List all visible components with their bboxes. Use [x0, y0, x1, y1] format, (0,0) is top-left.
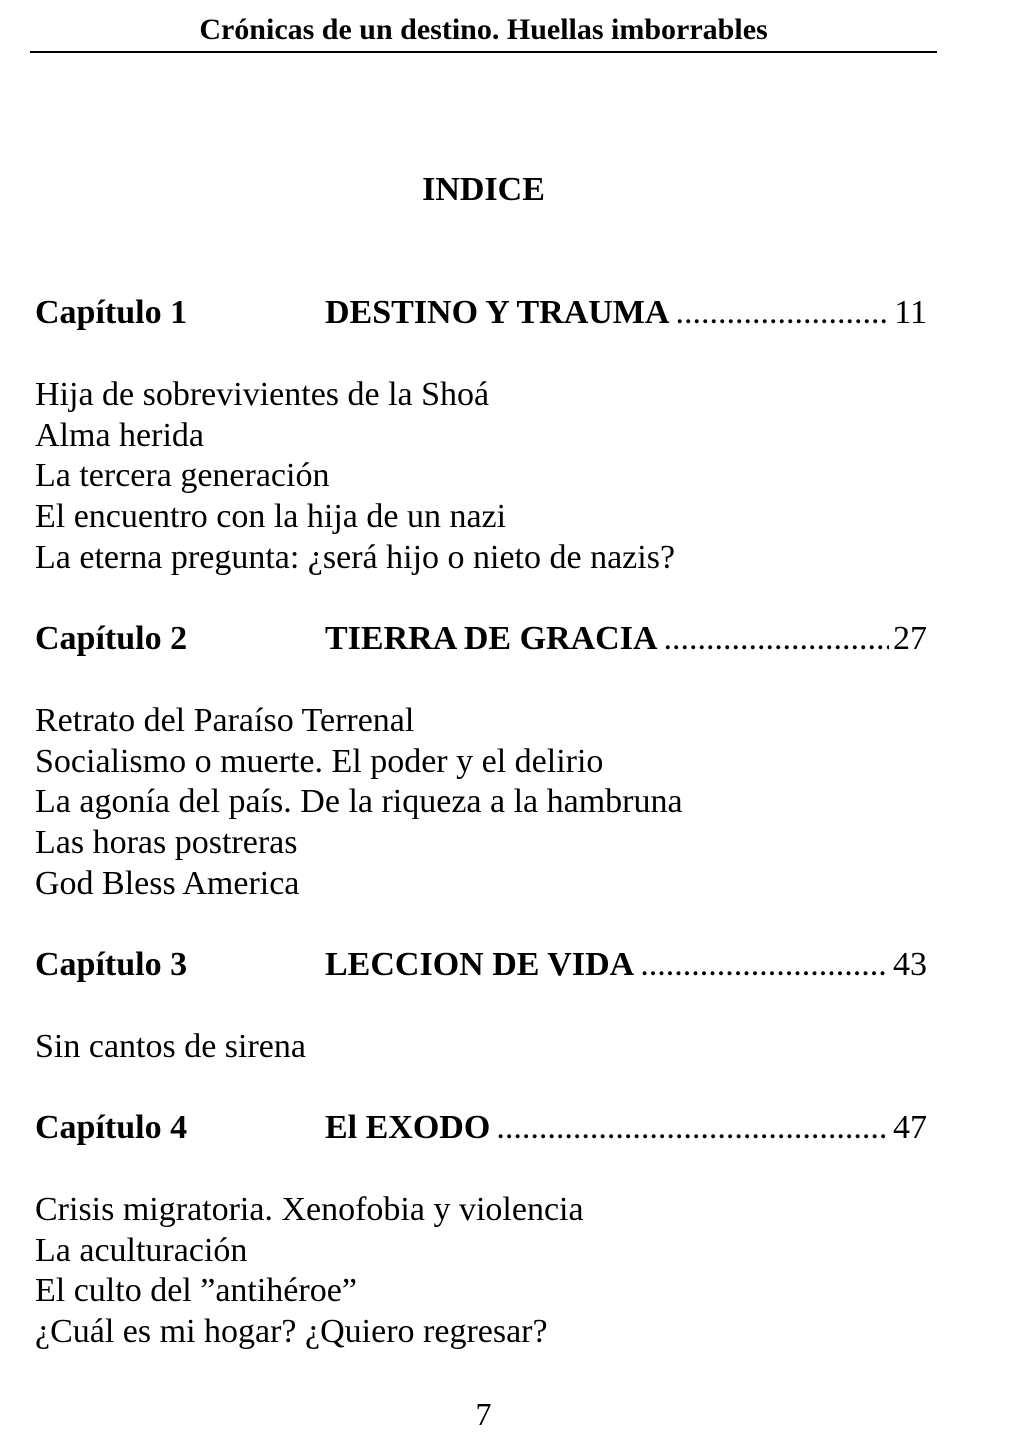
chapter-title: LECCION DE VIDA — [325, 946, 635, 983]
chapter-2-entry[interactable] — [35, 619, 927, 659]
chapter-4-sections — [35, 1190, 584, 1353]
chapter-label: Capítulo 2 — [35, 620, 188, 657]
section-item: Socialismo o muerte. El poder y el delirio — [35, 742, 604, 780]
section-item: Las horas postreras — [35, 824, 298, 862]
running-header: Crónicas de un destino. Huellas imborrables — [199, 13, 768, 46]
chapter-page-ref: 47 — [893, 1109, 927, 1146]
chapter-3-sections — [35, 1027, 306, 1068]
chapter-page-ref: 11 — [894, 294, 927, 331]
chapter-page-ref: 27 — [893, 620, 927, 657]
section-item: Sin cantos de sirena — [35, 1028, 306, 1065]
chapter-label: Capítulo 1 — [35, 294, 188, 331]
chapter-1-entry[interactable] — [35, 293, 927, 333]
chapter-2-sections — [35, 701, 683, 905]
chapter-3-entry[interactable] — [35, 945, 927, 985]
section-item: Hija de sobrevivientes de la Shoá — [35, 376, 490, 413]
section-item: El encuentro con la hija de un nazi — [35, 498, 507, 536]
section-item: Retrato del Paraíso Terrenal — [35, 702, 415, 739]
dot-leader — [640, 945, 889, 985]
chapter-title: El EXODO — [325, 1109, 491, 1146]
chapter-label: Capítulo 3 — [35, 946, 188, 983]
section-item: El culto del ”antihéroe” — [35, 1272, 357, 1310]
page-number: 7 — [475, 1396, 492, 1432]
index-title: INDICE — [422, 171, 545, 208]
dot-leader — [664, 619, 890, 659]
chapter-title: TIERRA DE GRACIA — [325, 620, 658, 657]
chapter-1-sections — [35, 375, 675, 579]
chapter-label: Capítulo 4 — [35, 1109, 188, 1146]
chapter-page-ref: 43 — [893, 946, 927, 983]
section-item: ¿Cuál es mi hogar? ¿Quiero regresar? — [35, 1313, 548, 1351]
dot-leader — [675, 293, 890, 333]
dot-leader — [496, 1108, 889, 1148]
chapter-4-entry[interactable] — [35, 1108, 927, 1148]
section-item: La aculturación — [35, 1231, 248, 1269]
section-item: Crisis migratoria. Xenofobia y violencia — [35, 1191, 584, 1228]
section-item: La agonía del país. De la riqueza a la hambruna — [35, 783, 683, 821]
section-item: La eterna pregunta: ¿será hijo o nieto de nazis? — [35, 538, 676, 576]
chapter-title: DESTINO Y TRAUMA — [325, 294, 670, 331]
header-rule — [30, 51, 937, 53]
section-item: God Bless America — [35, 864, 300, 902]
section-item: La tercera generación — [35, 457, 330, 495]
section-item: Alma herida — [35, 416, 204, 454]
